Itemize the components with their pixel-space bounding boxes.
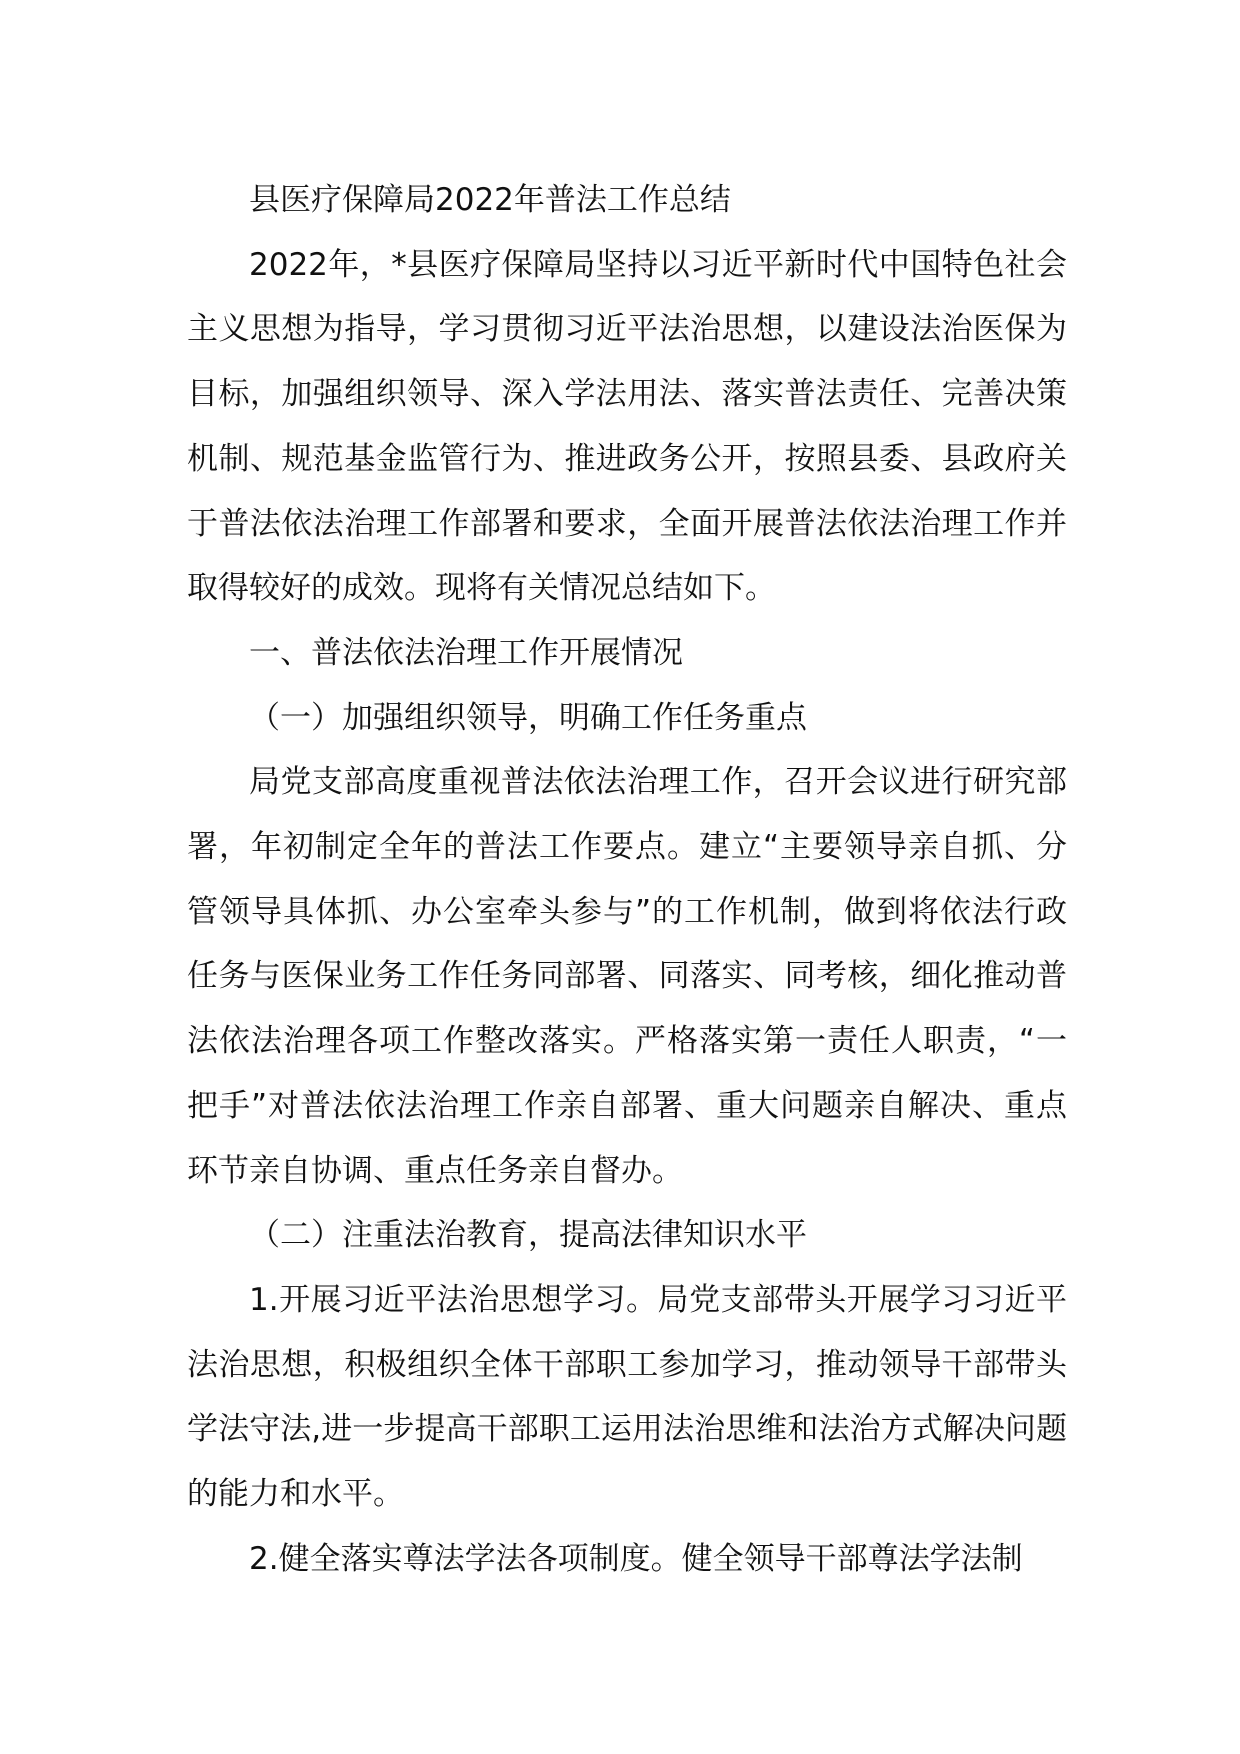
body-paragraph-2: 1.开展习近平法治思想学习。局党支部带头开展学习习近平法治思想，积极组织全体干部职工参加学习，推动领导干部带头学法守法,进一步提高干部职工运用法治思维和法治方式解决问题的能力和水平。 [187,1281,1067,1513]
subsection-heading-2: （二）注重法治教育，提高法律知识水平 [249,1217,807,1254]
subsection-heading-1: （一）加强组织领导，明确工作任务重点 [249,699,807,736]
document-title: 县医疗保障局2022年普法工作总结 [249,182,731,218]
body-paragraph-1: 局党支部高度重视普法依法治理工作，召开会议进行研究部署，年初制定全年的普法工作要点。建立“主要领导亲自抓、分管领导具体抓、办公室牵头参与”的工作机制，做到将依法行政任务与医保业务工作任务同部署、同落实、同考核，细化推动普法依法治理各项工作整改落实。严格落实第一责任人职责，“一把手”对普法依法治理工作亲自部署、重大问题亲自解决、重点环节亲自协调、重点任务亲自督办。 [187,764,1067,1189]
section-heading-1: 一、普法依法治理工作开展情况 [249,634,683,671]
document-body [187,168,1067,1591]
intro-paragraph: 2022年，*县医疗保障局坚持以习近平新时代中国特色社会主义思想为指导，学习贯彻习近平法治思想，以建设法治医保为目标，加强组织领导、深入学法用法、落实普法责任、完善决策机制、规范基金监管行为、推进政务公开，按照县委、县政府关于普法依法治理工作部署和要求，全面开展普法依法治理工作并取得较好的成效。现将有关情况总结如下。 [187,246,1067,607]
body-paragraph-3: 2.健全落实尊法学法各项制度。健全领导干部尊法学法制 [249,1540,1023,1577]
